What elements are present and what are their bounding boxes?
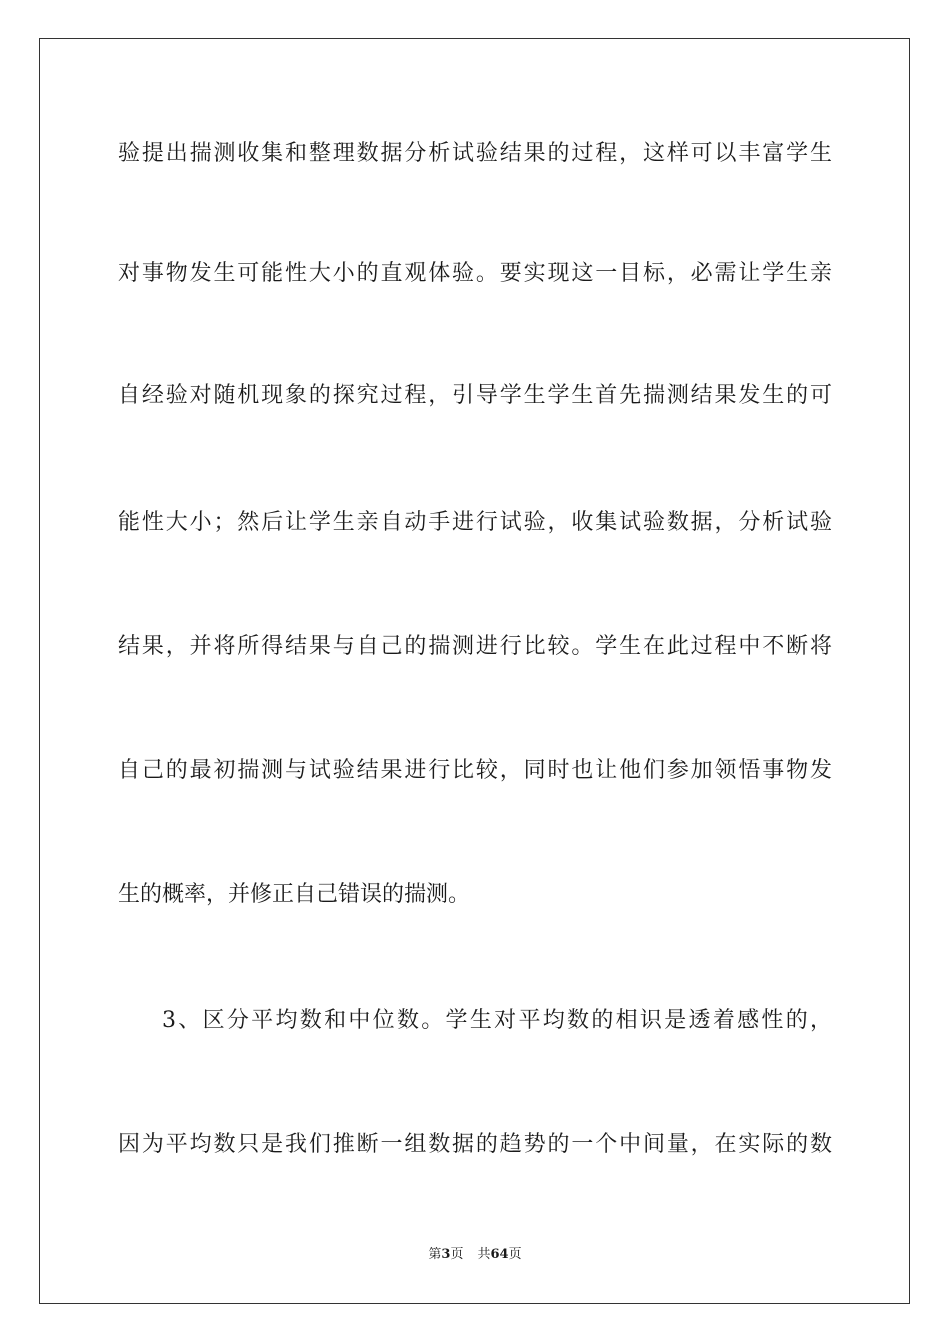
body-text-line-4: 能性大小；然后让学生亲自动手进行试验，收集试验数据，分析试验: [118, 510, 832, 535]
total-pages-prefix: 共: [477, 1247, 491, 1262]
body-text-line-1: 验提出揣测收集和整理数据分析试验结果的过程，这样可以丰富学生: [118, 141, 832, 166]
body-text-line-3: 自经验对随机现象的探究过程，引导学生学生首先揣测结果发生的可: [118, 383, 832, 408]
body-text-line-8: 3、区分平均数和中位数。学生对平均数的相识是透着感性的，: [162, 1008, 832, 1033]
page-number-suffix: 页: [450, 1247, 464, 1262]
total-pages: 64: [490, 1247, 509, 1262]
page-number-prefix: 第: [428, 1247, 442, 1262]
total-pages-suffix: 页: [508, 1247, 522, 1262]
page-border: [39, 38, 910, 1304]
body-text-line-2: 对事物发生可能性大小的直观体验。要实现这一目标，必需让学生亲: [118, 261, 832, 286]
body-text-line-9: 因为平均数只是我们推断一组数据的趋势的一个中间量，在实际的数: [118, 1132, 832, 1157]
page-number: 3: [441, 1247, 451, 1262]
page-footer: [0, 1246, 950, 1264]
body-text-line-7: 生的概率，并修正自己错误的揣测。: [118, 882, 471, 907]
body-text-line-6: 自己的最初揣测与试验结果进行比较，同时也让他们参加领悟事物发: [118, 758, 832, 783]
body-text-line-5: 结果，并将所得结果与自己的揣测进行比较。学生在此过程中不断将: [118, 634, 832, 659]
